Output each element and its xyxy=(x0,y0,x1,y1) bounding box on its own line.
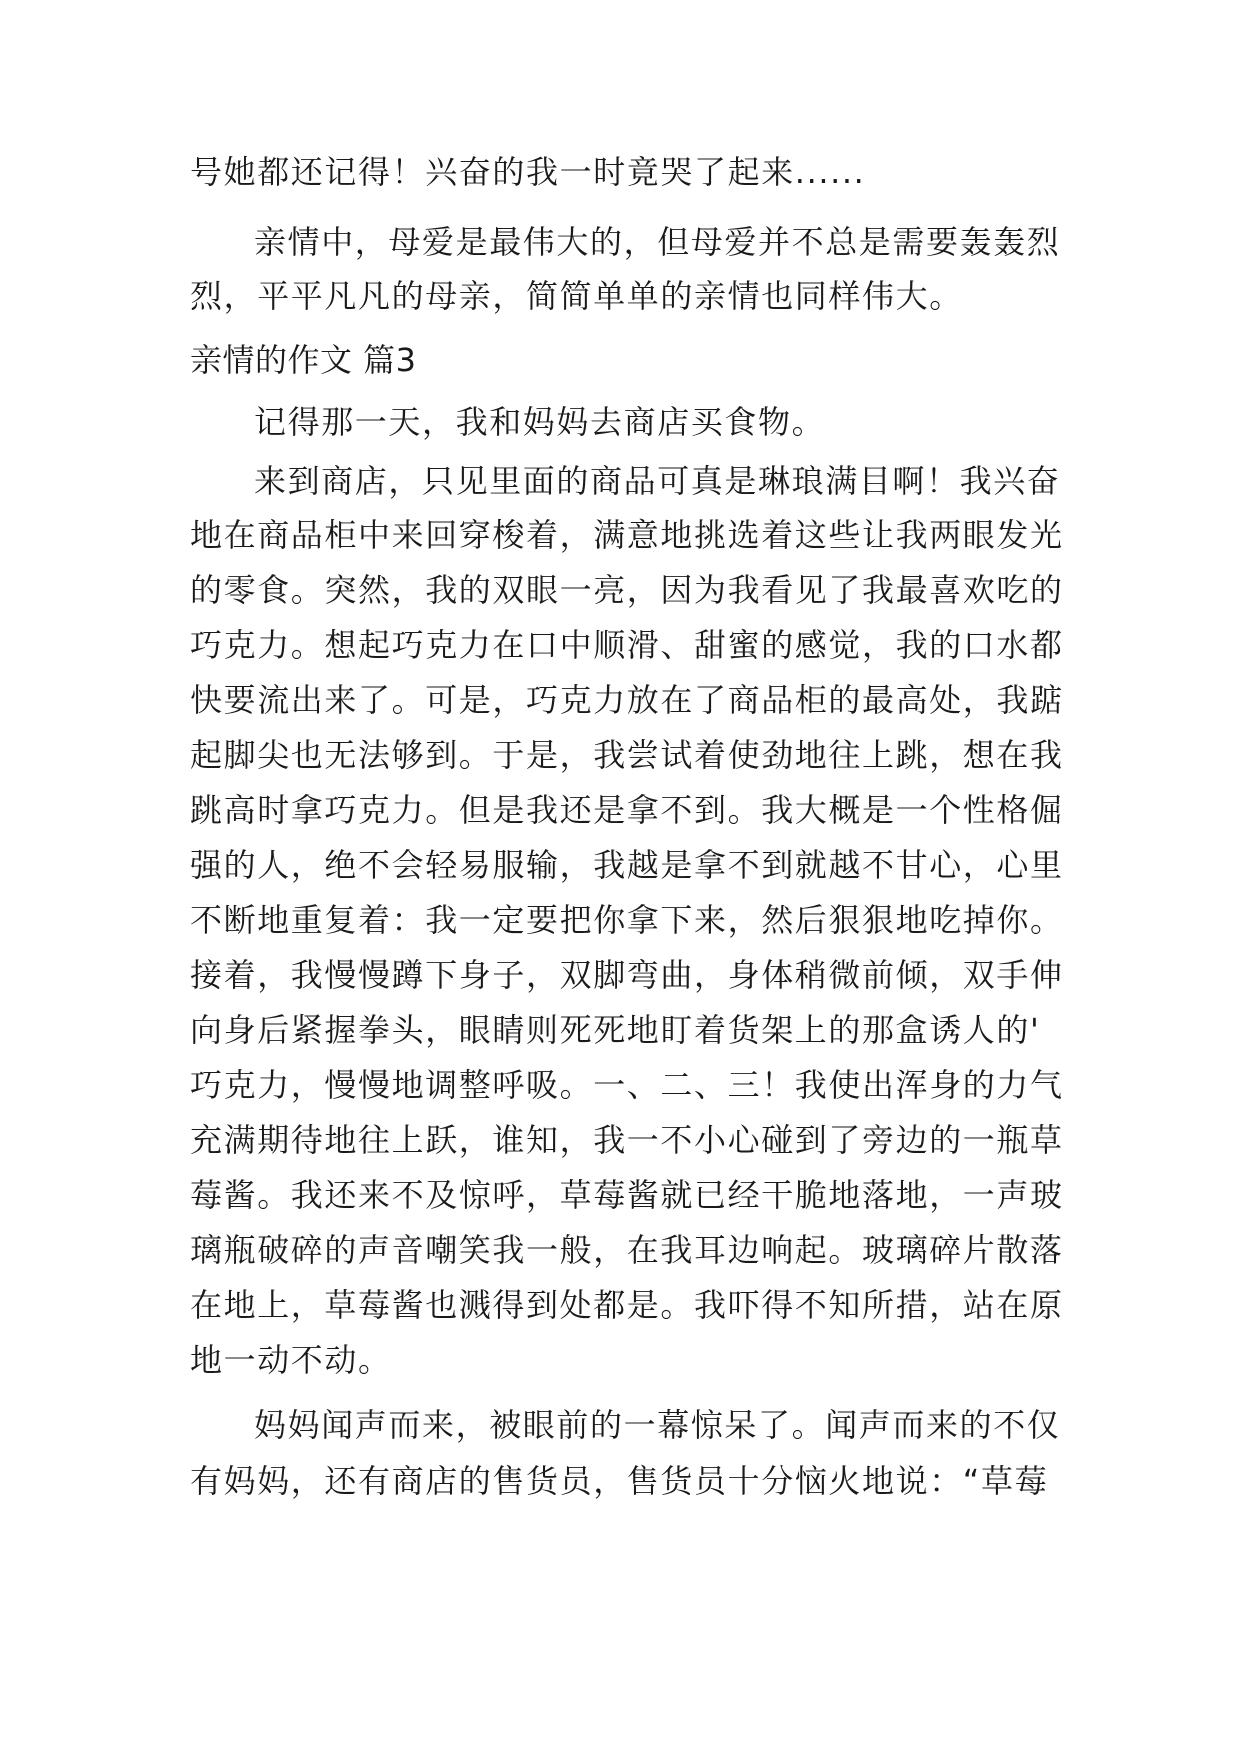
section-heading: 亲情的作文 篇3 xyxy=(190,341,417,379)
text-line: 烈，平平凡凡的母亲，简简单单的亲情也同样伟大。 xyxy=(190,277,963,315)
text-line: 号她都还记得！兴奋的我一时竟哭了起来...... xyxy=(190,153,866,191)
paragraph-first-line: 来到商店，只见里面的商品可真是琳琅满目啊！我兴奋 xyxy=(254,462,1061,500)
text-line: 的零食。突然，我的双眼一亮，因为我看见了我最喜欢吃的 xyxy=(190,571,1064,609)
text-line: 地在商品柜中来回穿梭着，满意地挑选着这些让我两眼发光 xyxy=(190,516,1064,554)
text-line: 地一动不动。 xyxy=(190,1341,392,1379)
text-line: 璃瓶破碎的声音嘲笑我一般，在我耳边响起。玻璃碎片散落 xyxy=(190,1231,1064,1269)
text-line: 充满期待地往上跃，谁知，我一不小心碰到了旁边的一瓶草 xyxy=(190,1121,1064,1159)
paragraph-first-line: 记得那一天，我和妈妈去商店买食物。 xyxy=(254,403,826,441)
paragraph-first-line: 亲情中，母爱是最伟大的，但母爱并不总是需要轰轰烈 xyxy=(254,223,1061,261)
text-line: 有妈妈，还有商店的售货员，售货员十分恼火地说：“草莓 xyxy=(190,1462,1049,1500)
text-line: 强的人，绝不会轻易服输，我越是拿不到就越不甘心，心里 xyxy=(190,846,1064,884)
text-line: 巧克力。想起巧克力在口中顺滑、甜蜜的感觉，我的口水都 xyxy=(190,626,1064,664)
text-line: 快要流出来了。可是，巧克力放在了商品柜的最高处，我踮 xyxy=(190,681,1064,719)
text-line: 在地上，草莓酱也溅得到处都是。我吓得不知所措，站在原 xyxy=(190,1286,1064,1324)
paragraph-first-line: 妈妈闻声而来，被眼前的一幕惊呆了。闻声而来的不仅 xyxy=(254,1406,1061,1444)
text-line: 不断地重复着：我一定要把你拿下来，然后狠狠地吃掉你。 xyxy=(190,901,1064,939)
text-line: 向身后紧握拳头，眼睛则死死地盯着货架上的那盒诱人的' xyxy=(190,1011,1041,1049)
text-line: 接着，我慢慢蹲下身子，双脚弯曲，身体稍微前倾，双手伸 xyxy=(190,956,1064,994)
text-line: 巧克力，慢慢地调整呼吸。一、二、三！我使出浑身的力气 xyxy=(190,1066,1064,1104)
text-line: 莓酱。我还来不及惊呼，草莓酱就已经干脆地落地，一声玻 xyxy=(190,1176,1064,1214)
text-line: 起脚尖也无法够到。于是，我尝试着使劲地往上跳，想在我 xyxy=(190,736,1064,774)
text-line: 跳高时拿巧克力。但是我还是拿不到。我大概是一个性格倔 xyxy=(190,791,1064,829)
